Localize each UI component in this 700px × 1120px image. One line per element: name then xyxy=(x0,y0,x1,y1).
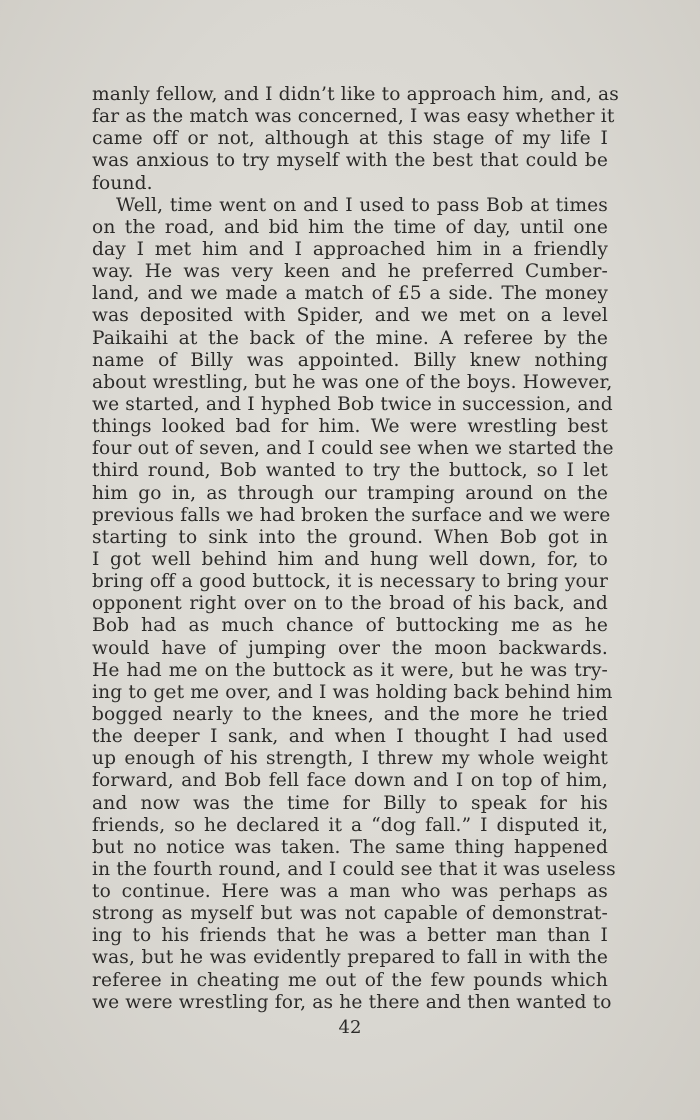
text-line: starting to sink into the ground. When Bob got in xyxy=(92,526,608,548)
text-line: and now was the time for Billy to speak for his xyxy=(92,792,608,814)
text-line: bogged nearly to the knees, and the more he tried xyxy=(92,703,608,725)
text-line: bring off a good buttock, it is necessary to bring your xyxy=(92,571,608,593)
text-line: land, and we made a match of £5 a side. The money xyxy=(92,283,608,305)
text-line: third round, Bob wanted to try the buttock, so I let xyxy=(92,460,608,482)
text-line: He had me on the buttock as it were, but he was try- xyxy=(92,659,608,681)
text-line: him go in, as through our tramping around on the xyxy=(92,482,608,504)
text-line: name of Billy was appointed. Billy knew nothing xyxy=(92,349,608,371)
text-line: strong as myself but was not capable of demonstrat- xyxy=(92,903,608,925)
text-line: Paikaihi at the back of the mine. A referee by the xyxy=(92,327,608,349)
text-line: opponent right over on to the broad of his back, and xyxy=(92,593,608,615)
text-line: would have of jumping over the moon backwards. xyxy=(92,637,608,659)
text-line: was deposited with Spider, and we met on a level xyxy=(92,305,608,327)
text-line: Well, time went on and I used to pass Bob at times xyxy=(116,194,608,216)
text-line: forward, and Bob fell face down and I on top of him, xyxy=(92,770,608,792)
text-line: day I met him and I approached him in a friendly xyxy=(92,238,608,260)
text-line: we started, and I hyphed Bob twice in succession, and xyxy=(92,393,613,415)
page-number: 42 xyxy=(338,1017,362,1038)
text-line: to continue. Here was a man who was perhaps as xyxy=(92,881,608,903)
text-line: referee in cheating me out of the few pounds which xyxy=(92,969,608,991)
text-line: ing to get me over, and I was holding back behind him xyxy=(92,681,613,703)
text-line: four out of seven, and I could see when we started the xyxy=(92,438,614,460)
text-line: in the fourth round, and I could see that it was useless xyxy=(92,858,616,880)
text-line: I got well behind him and hung well down, for, to xyxy=(92,548,608,570)
text-line: was anxious to try myself with the best that could be xyxy=(92,150,608,172)
body-text xyxy=(92,84,619,1014)
text-line: Bob had as much chance of buttocking me as he xyxy=(92,615,608,637)
text-line: far as the match was concerned, I was easy whether it xyxy=(92,106,615,128)
text-line: but no notice was taken. The same thing happened xyxy=(92,836,608,858)
text-line: on the road, and bid him the time of day, until one xyxy=(92,216,608,238)
text-line: found. xyxy=(92,172,153,194)
text-line: friends, so he declared it a “dog fall.” I disputed it, xyxy=(92,814,608,836)
text-line: things looked bad for him. We were wrestling best xyxy=(92,416,608,438)
text-line: we were wrestling for, as he there and then wanted to xyxy=(92,991,612,1013)
text-line: the deeper I sank, and when I thought I had used xyxy=(92,726,608,748)
text-line: ing to his friends that he was a better man than I xyxy=(92,925,608,947)
text-line: manly fellow, and I didn’t like to approach him, and, as xyxy=(92,84,619,105)
text-line: was, but he was evidently prepared to fall in with the xyxy=(92,947,608,969)
text-line: came off or not, although at this stage of my life I xyxy=(92,128,608,150)
text-line: about wrestling, but he was one of the boys. However, xyxy=(92,371,613,393)
text-line: up enough of his strength, I threw my whole weight xyxy=(92,748,608,770)
text-line: previous falls we had broken the surface and we were xyxy=(92,504,611,526)
text-line: way. He was very keen and he preferred Cumber- xyxy=(92,261,608,283)
